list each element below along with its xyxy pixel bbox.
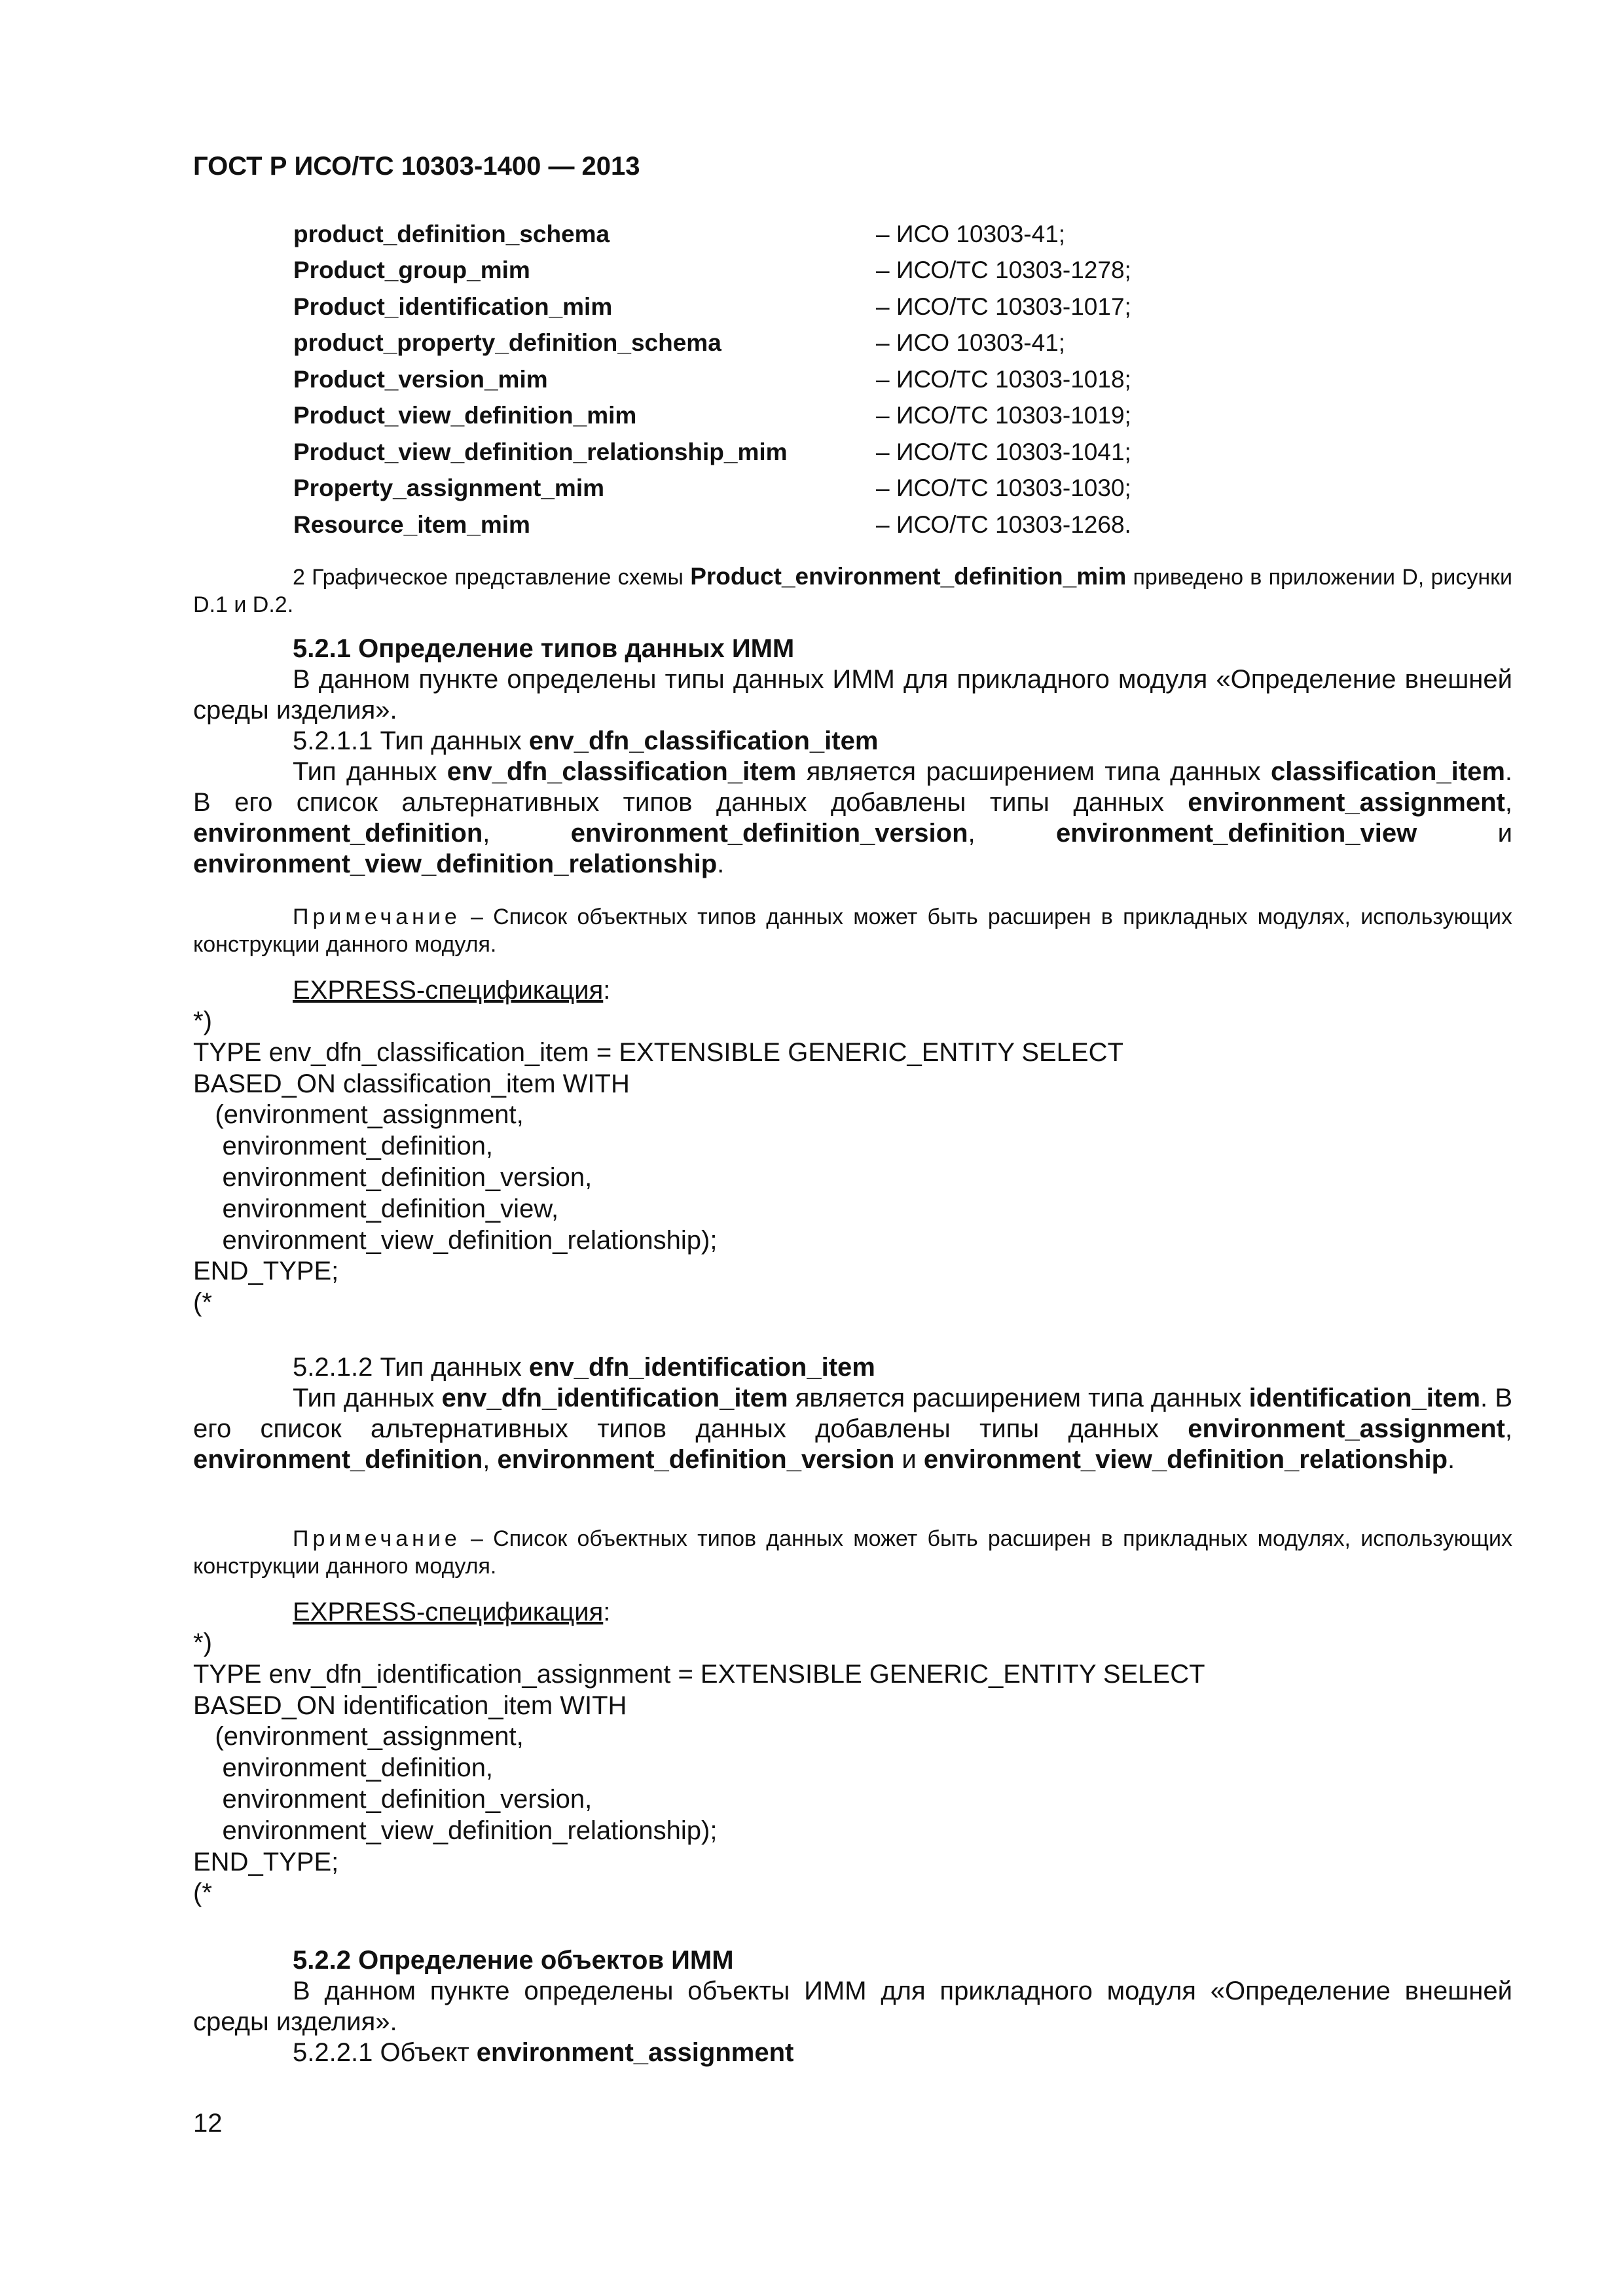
schema-name: product_property_definition_schema: [293, 329, 721, 357]
note-1: [193, 903, 1512, 958]
list-item: [293, 398, 1524, 435]
list-item: [293, 507, 1524, 543]
section-intro: В данном пункте определены типы данных ИММ для прикладного модуля «Определение внешней среды изделия».: [193, 665, 1512, 725]
standard-ref: – ИСО/ТС 10303-1018;: [876, 365, 1131, 393]
express-label: EXPRESS-спецификация:: [293, 976, 611, 1005]
list-item: [293, 289, 1524, 325]
list-item: [293, 361, 1524, 398]
section-heading: 5.2.1 Определение типов данных ИММ: [293, 634, 795, 663]
note-label: Примечание: [293, 1526, 461, 1551]
standard-ref: – ИСО/ТС 10303-1278;: [876, 257, 1131, 284]
standard-ref: – ИСО/ТС 10303-1019;: [876, 402, 1131, 429]
list-item: [293, 471, 1524, 507]
list-item: [293, 216, 1524, 253]
schema-name: Product_identification_mim: [293, 293, 613, 320]
schema-name: Property_assignment_mim: [293, 475, 605, 502]
standard-ref: – ИСО 10303-41;: [876, 329, 1066, 357]
express-code: *) TYPE env_dfn_identification_assignment = EXTENSIBLE GENERIC_ENTITY SELECT BASED_ON identification_item WITH (environment_assignment, environment_definition, environment_definition_version, environment_view_definition_relationship); END_TYPE; (*: [193, 1628, 1205, 1908]
note-text: Примечание – Список объектных типов данных может быть расширен в прикладных модулях, использующих конструкции данного модуля.: [193, 905, 1512, 957]
page-number: 12: [193, 2109, 223, 2138]
schema-name: Product_view_definition_relationship_mim: [293, 438, 788, 465]
list-item: [293, 325, 1524, 362]
schema-name: product_definition_schema: [293, 220, 610, 247]
subsection-title: 5.2.1.1 Тип данных env_dfn_classification_item: [293, 726, 879, 755]
standard-ref: – ИСО/ТС 10303-1017;: [876, 293, 1131, 320]
note-2-text: 2 Графическое представление схемы Product_environment_definition_mim приведено в приложении D, рисунки D.1 и D.2.: [193, 563, 1513, 617]
schema-name: Product_version_mim: [293, 365, 548, 393]
express-code: *) TYPE env_dfn_classification_item = EXTENSIBLE GENERIC_ENTITY SELECT BASED_ON classification_item WITH (environment_assignment, environment_definition, environment_definition_version, environment_definition_view, environment_view_definition_relationship); END_TYPE; (*: [193, 1007, 1123, 1318]
express-label: EXPRESS-спецификация:: [293, 1598, 611, 1626]
express-spec-1: [193, 975, 1512, 1319]
list-item: [293, 434, 1524, 471]
note-2-sub: [193, 1525, 1512, 1580]
express-spec-2: [193, 1597, 1512, 1909]
section-5-2-1: [193, 634, 1512, 880]
schema-name: Product_view_definition_mim: [293, 402, 637, 429]
note-2: [193, 563, 1512, 619]
document-header: ГОСТ Р ИСО/ТС 10303-1400 — 2013: [193, 152, 640, 181]
note-text: Примечание – Список объектных типов данных может быть расширен в прикладных модулях, использующих конструкции данного модуля.: [193, 1526, 1512, 1579]
standard-ref: – ИСО 10303-41;: [876, 220, 1066, 247]
note-label: Примечание: [293, 905, 461, 929]
subsection-5-2-1-2: [193, 1352, 1512, 1475]
subsection-title: 5.2.1.2 Тип данных env_dfn_identification_item: [293, 1353, 875, 1382]
subsection-body: Тип данных env_dfn_identification_item является расширением типа данных identification_item. В его список альтернативных типов данных добавлены типы данных environment_assignment, environment_definition, environment_definition_version и environment_view_definition_relationship.: [193, 1384, 1512, 1474]
standard-ref: – ИСО/ТС 10303-1268.: [876, 511, 1131, 538]
schema-name: Product_environment_definition_mim: [690, 563, 1127, 590]
subsection-title: 5.2.2.1 Объект environment_assignment: [293, 2038, 794, 2067]
section-intro: В данном пункте определены объекты ИММ для прикладного модуля «Определение внешней среды изделия».: [193, 1977, 1512, 2036]
section-5-2-2: [193, 1945, 1512, 2068]
standard-ref: – ИСО/ТС 10303-1030;: [876, 475, 1131, 502]
standard-ref: – ИСО/ТС 10303-1041;: [876, 438, 1131, 465]
section-heading: 5.2.2 Определение объектов ИММ: [293, 1946, 734, 1975]
subsection-body: Тип данных env_dfn_classification_item является расширением типа данных classification_item. В его список альтернативных типов данных добавлены типы данных environment_assignment, environment_definition, environment_definition_version, environment_definition_view и environment_view_definition_relationship.: [193, 757, 1513, 878]
schema-reference-list: [293, 216, 1524, 543]
schema-name: Resource_item_mim: [293, 511, 530, 538]
list-item: [293, 253, 1524, 289]
schema-name: Product_group_mim: [293, 257, 530, 284]
